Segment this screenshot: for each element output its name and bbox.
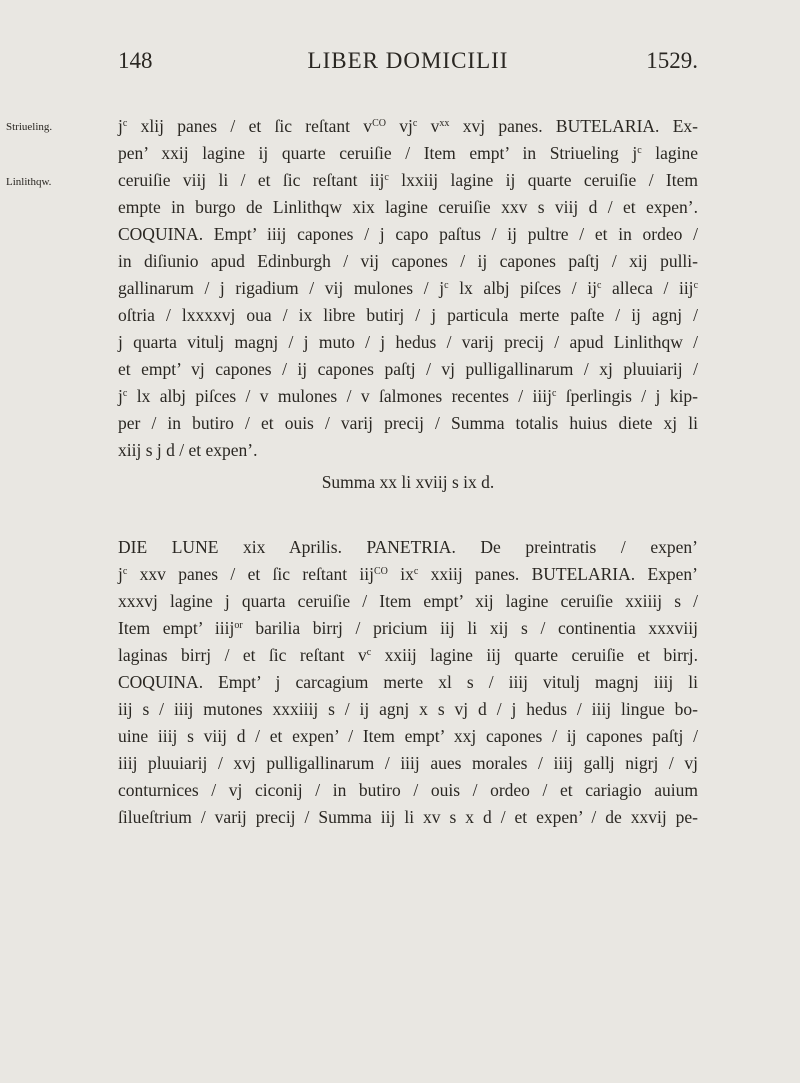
text-line [118,248,698,274]
margin-note-linlithqw: Linlithqw. [6,176,52,188]
text-line [118,696,698,722]
superscript: c [551,388,557,399]
superscript: c [637,145,642,156]
text-line [118,437,698,463]
text-line [118,588,698,614]
superscript: c [366,647,372,658]
superscript: c [384,172,389,183]
text-segment: barilia birrj / pricium iij li xij s / continentia xxxviij [242,618,698,638]
text-segment: et empt’ vj capones / ij capones paſtj / vj pulligallinarum / xj pluuiarij / [118,359,698,379]
text-segment: iij s / iiij mutones xxxiiij s / ij agnj x s vj d / j hedus / iiij lingue bo- [118,699,698,719]
text-segment: COQUINA. Empt’ j carcagium merte xl s / iiij vitulj magnj iiij li [118,672,698,692]
text-line [118,534,698,560]
text-segment: ſperlingis / j kip- [556,386,698,406]
text-line [118,777,698,803]
text-segment: j [118,564,123,584]
text-line [118,194,698,220]
superscript: CO [372,118,386,129]
text-line [118,302,698,328]
text-segment: ix [387,564,414,584]
text-segment: conturnices / vj ciconij / in butiro / ouis / ordeo / et cariagio auium [118,780,698,800]
superscript: CO [374,566,388,577]
text-segment: xxiij panes. BUTELARIA. Expen’ [418,564,698,584]
text-segment: oſtria / lxxxxvj oua / ix libre butirj / j particula merte paſte / ij agnj / [118,305,698,325]
text-line [118,669,698,695]
superscript: c [122,566,128,577]
text-segment: j [118,116,123,136]
text-line [118,469,698,495]
page-year: 1529. [646,48,698,73]
text-segment: alleca / iij [601,278,694,298]
text-segment: v [417,116,440,136]
text-line [118,329,698,355]
text-segment: Item empt’ iiij [118,618,235,638]
text-line [118,383,698,409]
text-line [118,804,698,830]
superscript: c [596,280,602,291]
superscript: c [444,280,449,291]
superscript: xx [439,118,450,129]
text-segment: laginas birrj / et ſic reſtant v [118,645,367,665]
text-segment: in diſiunio apud Edinburgh / vij capones / ij capones paſtj / xij pulli- [118,251,698,271]
text-segment: xvj panes. BUTELARIA. Ex- [449,116,698,136]
page-number: 148 [118,48,153,73]
text-line [118,275,698,301]
text-line [118,113,698,139]
text-segment: empte in burgo de Linlithqw xix lagine ceruiſie xxv s viij d / et expen’. [118,197,698,217]
text-line [118,723,698,749]
text-segment: lx albj piſces / ij [448,278,597,298]
text-segment: gallinarum / j rigadium / vij mulones / j [118,278,445,298]
superscript: c [122,388,128,399]
text-line [118,167,698,193]
text-segment: j quarta vitulj magnj / j muto / j hedus / varij precij / apud Linlithqw / [118,332,698,352]
superscript: c [693,280,699,291]
text-line [118,561,698,587]
text-segment: xxv panes / et ſic reſtant iij [127,564,374,584]
text-segment: Summa xx li xviij s ix d. [321,472,495,492]
text-segment: pen’ xxij lagine ij quarte ceruiſie / Item empt’ in Striueling j [118,143,638,163]
superscript: c [412,118,418,129]
text-segment: vj [385,116,413,136]
text-segment: uine iiij s viij d / et expen’ / Item empt’ xxj capones / ij capones paſtj / [118,726,698,746]
text-segment: lxxiij lagine ij quarte ceruiſie / Item [388,170,698,190]
text-segment: xxxvj lagine j quarta ceruiſie / Item empt’ xij lagine ceruiſie xxiiij s / [118,591,698,611]
running-title: LIBER DOMICILII [307,48,509,73]
text-segment: ceruiſie viij li / et ſic reſtant iij [118,170,385,190]
margin-note-striueling: Striueling. [6,121,53,133]
text-segment: iiij pluuiarij / xvj pulligallinarum / iiij aues morales / iiij gallj nigrj / vj [118,753,698,773]
text-line [118,410,698,436]
text-line [118,356,698,382]
text-line [118,140,698,166]
text-segment: j [118,386,123,406]
superscript: c [413,566,419,577]
text-line [118,615,698,641]
text-line [118,750,698,776]
text-segment: per / in butiro / et ouis / varij precij / Summa totalis huius diete xj li [118,413,698,433]
superscript: c [122,118,128,129]
superscript: or [234,620,243,631]
text-segment: lagine [641,143,698,163]
text-segment: lx albj piſces / v mulones / v ſalmones recentes / iiij [127,386,552,406]
text-segment: xlij panes / et ſic reſtant v [127,116,373,136]
text-segment: DIE LUNE xix Aprilis. PANETRIA. De preintratis / expen’ [118,537,698,557]
text-segment: xiij s j d / et expen’. [118,440,258,460]
text-line [118,221,698,247]
text-segment: ſilueſtrium / varij precij / Summa iij li xv s x d / et expen’ / de xxvij pe- [118,807,698,827]
text-line [118,642,698,668]
page-header [118,48,698,84]
text-segment: xxiij lagine iij quarte ceruiſie et birrj. [371,645,698,665]
text-segment: COQUINA. Empt’ iiij capones / j capo paſtus / ij pultre / et in ordeo / [118,224,698,244]
